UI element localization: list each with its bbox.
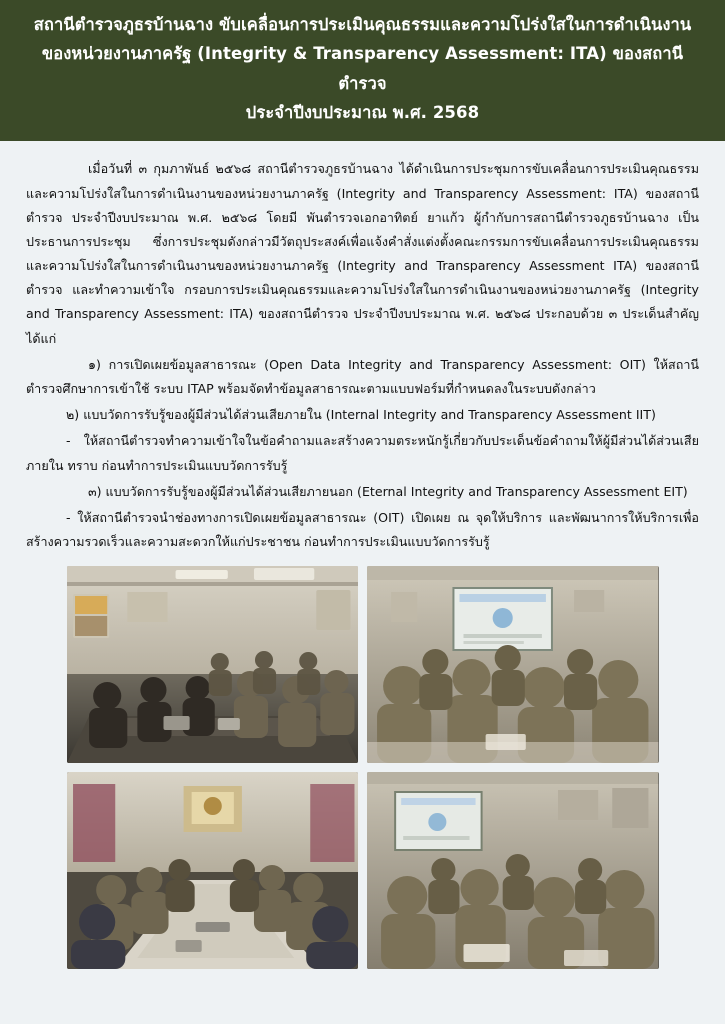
meeting-photo-1-image: [67, 566, 359, 763]
paragraph-intro: เมื่อวันที่ ๓ กุมภาพันธ์ ๒๕๖๘ สถานีตำรวจภูธรบ้านฉาง ได้ดำเนินการประชุมการขับเคลื่อนการประเมินคุณธรรมและความโปร่งใสในการดำเนินงานของหน่วยงานภาครัฐ (Integrity and Transparency Assessment: ITA) ของสถานีตำรวจ ประจำปีงบประมาณ พ.ศ. ๒๕๖๘ โดยมี พันตำรวจเอกอาทิตย์ ยาแก้ว ผู้กำกับการสถานีตำรวจภูธรบ้านฉาง เป็นประธานการประชุม ซึ่งการประชุมดังกล่าวมีวัตถุประสงค์เพื่อแจ้งคำสั่งแต่งตั้งคณะกรรมการขับเคลื่อนการประเมินคุณธรรมและความโปร่งใสในการดำเนินงานของหน่วยงานภาครัฐ (Integrity and Transparency Assessment ITA) ของสถานีตำรวจ และทำความเข้าใจ กรอบการประเมินคุณธรรมและความโปร่งใสในการดำเนินงานของหน่วยงานภาครัฐ (Integrity and Transparency Assessment: ITA) ของสถานีตำรวจ ประจำปีงบประมาณ พ.ศ. ๒๕๖๘ ประกอบด้วย ๓ ประเด็นสำคัญ ได้แก่: [26, 161, 699, 346]
meeting-photo-3-image: [67, 772, 359, 969]
paragraph-item-3: ๓) แบบวัดการรับรู้ของผู้มีส่วนได้ส่วนเสียภายนอก (Eternal Integrity and Transparency Assessment EIT): [88, 483, 688, 499]
page-header-banner: [0, 0, 725, 141]
header-line-3: ประจำปีงบประมาณ พ.ศ. 2568: [245, 103, 480, 123]
paragraph-item-2-detail: - ให้สถานีตำรวจทำความเข้าใจในข้อคำถามและสร้างความตระหนักรู้เกี่ยวกับประเด็นข้อคำถามให้ผู้มีส่วนได้ส่วนเสียภายใน ทราบ ก่อนทำการประเมินแบบวัดการรับรู้: [26, 433, 699, 473]
meeting-photo-2-image: [367, 566, 659, 763]
meeting-photo-4-image: [367, 772, 659, 969]
header-line-2: ของหน่วยงานภาครัฐ (Integrity & Transparency Assessment: ITA) ของสถานีตำรวจ: [41, 44, 684, 93]
header-line-1: สถานีตำรวจภูธรบ้านฉาง ขับเคลื่อนการประเมินคุณธรรมและความโปร่งใสในการดำเนินงาน: [33, 15, 692, 34]
paragraph-item-1: ๑) การเปิดเผยข้อมูลสาธารณะ (Open Data Integrity and Transparency Assessment: OIT) ให้สถานีตำรวจศึกษาการเข้าใช้ ระบบ ITAP พร้อมจัดทำข้อมูลสาธารณะตามแบบฟอร์มที่กำหนดลงในระบบดังกล่าว: [26, 356, 699, 396]
paragraph-item-3-detail: - ให้สถานีตำรวจนำช่องทางการเปิดเผยข้อมูลสาธารณะ (OIT) เปิดเผย ณ จุดให้บริการ และพัฒนาการให้บริการเพื่อสร้างความรวดเร็วและความสะดวกให้แก่ประชาชน ก่อนทำการประเมินแบบวัดการรับรู้: [26, 509, 699, 550]
meeting-photo-4: [367, 772, 659, 969]
photo-gallery: [67, 566, 659, 969]
meeting-photo-2: [367, 566, 659, 763]
meeting-photo-3: [67, 772, 359, 969]
meeting-photo-1: [67, 566, 359, 763]
paragraph-item-2: ๒) แบบวัดการรับรู้ของผู้มีส่วนได้ส่วนเสียภายใน (Internal Integrity and Transparency Assessment IIT): [66, 407, 656, 423]
article-body: [0, 141, 725, 1024]
